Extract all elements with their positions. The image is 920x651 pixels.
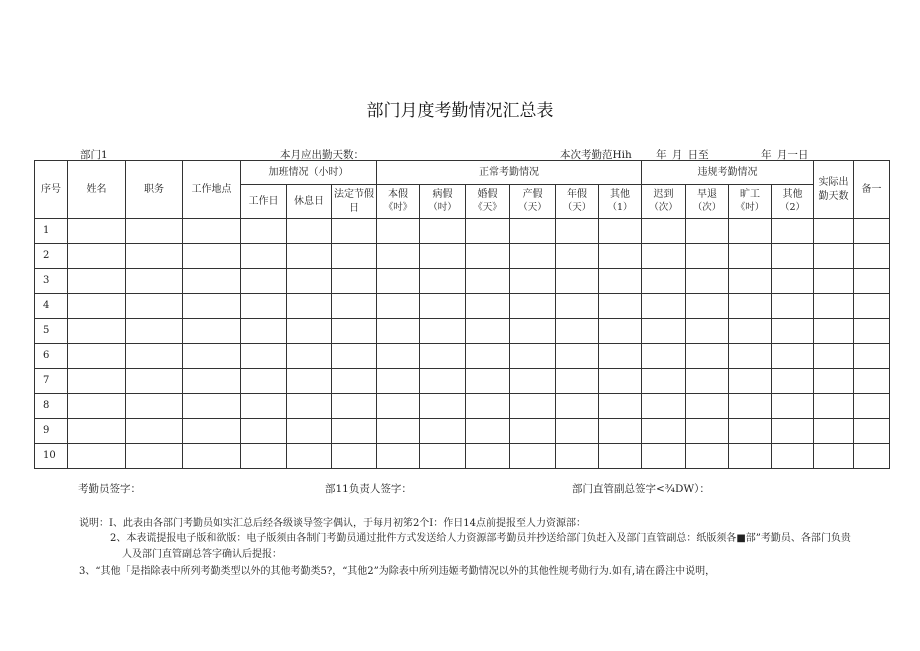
table-cell[interactable] xyxy=(466,244,510,269)
table-cell[interactable] xyxy=(420,269,466,294)
table-cell[interactable] xyxy=(183,419,241,444)
table-cell[interactable] xyxy=(126,419,183,444)
table-cell[interactable] xyxy=(287,244,332,269)
table-cell[interactable] xyxy=(287,294,332,319)
table-cell[interactable] xyxy=(287,419,332,444)
header-ot-restday: 休息日 xyxy=(287,185,332,219)
table-cell[interactable] xyxy=(599,394,642,419)
table-cell[interactable] xyxy=(420,219,466,244)
table-cell[interactable] xyxy=(183,244,241,269)
table-cell[interactable] xyxy=(642,394,686,419)
table-cell[interactable] xyxy=(377,269,420,294)
table-row xyxy=(35,319,890,344)
table-cell[interactable] xyxy=(772,244,814,269)
table-cell[interactable] xyxy=(420,344,466,369)
table-cell[interactable] xyxy=(68,419,126,444)
table-cell[interactable] xyxy=(772,269,814,294)
table-cell[interactable] xyxy=(510,394,556,419)
table-cell[interactable] xyxy=(420,294,466,319)
header-early: 早退 （次） xyxy=(686,185,729,219)
table-cell[interactable] xyxy=(854,294,890,319)
table-cell[interactable] xyxy=(332,244,377,269)
table-cell[interactable] xyxy=(686,444,729,469)
table-cell[interactable] xyxy=(686,394,729,419)
header-actual-days: 实际出 勤天数 xyxy=(814,161,854,219)
table-cell[interactable] xyxy=(466,369,510,394)
table-row xyxy=(35,294,890,319)
table-cell[interactable] xyxy=(814,369,854,394)
table-cell[interactable] xyxy=(686,369,729,394)
table-cell[interactable] xyxy=(68,269,126,294)
table-cell[interactable] xyxy=(466,269,510,294)
table-cell[interactable] xyxy=(420,444,466,469)
row-number: 6 xyxy=(35,344,68,369)
table-cell[interactable] xyxy=(466,419,510,444)
head-signature-label: 部11负责人签字： xyxy=(325,483,412,495)
header-sick: 病假 （吋） xyxy=(420,185,466,219)
header-annual: 年假 （天） xyxy=(556,185,599,219)
table-cell[interactable] xyxy=(854,219,890,244)
table-cell[interactable] xyxy=(772,369,814,394)
table-cell[interactable] xyxy=(510,319,556,344)
table-cell[interactable] xyxy=(126,244,183,269)
department-label: 部门1 xyxy=(80,149,108,161)
table-cell[interactable] xyxy=(466,319,510,344)
table-cell[interactable] xyxy=(420,319,466,344)
table-cell[interactable] xyxy=(126,369,183,394)
table-cell[interactable] xyxy=(599,369,642,394)
table-cell[interactable] xyxy=(729,369,772,394)
table-cell[interactable] xyxy=(686,419,729,444)
table-cell[interactable] xyxy=(814,244,854,269)
header-marriage: 婚假 《天》 xyxy=(466,185,510,219)
header-other1: 其他 （1） xyxy=(599,185,642,219)
table-cell[interactable] xyxy=(854,344,890,369)
table-cell[interactable] xyxy=(599,244,642,269)
table-cell[interactable] xyxy=(183,444,241,469)
table-cell[interactable] xyxy=(642,319,686,344)
header-late: 迟到 （次） xyxy=(642,185,686,219)
table-cell[interactable] xyxy=(510,294,556,319)
table-cell[interactable] xyxy=(556,344,599,369)
table-cell[interactable] xyxy=(510,269,556,294)
table-cell[interactable] xyxy=(126,394,183,419)
table-cell[interactable] xyxy=(241,294,287,319)
table-cell[interactable] xyxy=(854,419,890,444)
table-row xyxy=(35,244,890,269)
table-cell[interactable] xyxy=(729,294,772,319)
table-cell[interactable] xyxy=(556,244,599,269)
table-cell[interactable] xyxy=(642,269,686,294)
header-ot-workday: 工作日 xyxy=(241,185,287,219)
table-cell[interactable] xyxy=(686,219,729,244)
table-cell[interactable] xyxy=(642,294,686,319)
table-cell[interactable] xyxy=(510,244,556,269)
table-cell[interactable] xyxy=(377,394,420,419)
table-cell[interactable] xyxy=(126,269,183,294)
table-cell[interactable] xyxy=(183,369,241,394)
table-cell[interactable] xyxy=(466,219,510,244)
table-cell[interactable] xyxy=(377,294,420,319)
table-cell[interactable] xyxy=(510,419,556,444)
table-cell[interactable] xyxy=(332,369,377,394)
table-cell[interactable] xyxy=(377,244,420,269)
header-seq: 序号 xyxy=(35,161,68,219)
note-2-continued: 人及部门直管副总答字确认后提报： xyxy=(122,549,282,560)
page-title: 部门月度考勤情况汇总表 xyxy=(366,101,554,121)
table-row xyxy=(35,219,890,244)
table-cell[interactable] xyxy=(68,319,126,344)
row-number: 9 xyxy=(35,419,68,444)
table-cell[interactable] xyxy=(729,444,772,469)
table-cell[interactable] xyxy=(241,419,287,444)
table-cell[interactable] xyxy=(126,344,183,369)
clerk-signature-label: 考勤员签字： xyxy=(78,483,141,495)
table-cell[interactable] xyxy=(287,394,332,419)
table-cell[interactable] xyxy=(68,369,126,394)
table-cell[interactable] xyxy=(729,394,772,419)
table-cell[interactable] xyxy=(854,444,890,469)
table-cell[interactable] xyxy=(183,294,241,319)
table-cell[interactable] xyxy=(466,394,510,419)
table-cell[interactable] xyxy=(599,319,642,344)
header-position: 职务 xyxy=(126,161,183,219)
table-cell[interactable] xyxy=(241,369,287,394)
table-cell[interactable] xyxy=(814,394,854,419)
table-cell[interactable] xyxy=(183,344,241,369)
note-1: 说明：I、此表由各部门考勤员如实汇总后经各级谈导签字偶认，于每月初笫2个I：作日14点前提报至人力资源部： xyxy=(79,518,586,529)
table-cell[interactable] xyxy=(510,444,556,469)
table-cell[interactable] xyxy=(510,219,556,244)
table-cell[interactable] xyxy=(377,219,420,244)
table-cell[interactable] xyxy=(772,294,814,319)
table-cell[interactable] xyxy=(686,269,729,294)
row-number: 3 xyxy=(35,269,68,294)
table-cell[interactable] xyxy=(556,219,599,244)
table-cell[interactable] xyxy=(420,419,466,444)
table-cell[interactable] xyxy=(126,219,183,244)
table-cell[interactable] xyxy=(642,444,686,469)
table-cell[interactable] xyxy=(814,419,854,444)
header-remark: 备一 xyxy=(854,161,890,219)
table-row xyxy=(35,269,890,294)
table-cell[interactable] xyxy=(287,269,332,294)
table-cell[interactable] xyxy=(420,394,466,419)
table-cell[interactable] xyxy=(377,344,420,369)
table-cell[interactable] xyxy=(241,394,287,419)
table-cell[interactable] xyxy=(642,419,686,444)
table-cell[interactable] xyxy=(332,344,377,369)
table-cell[interactable] xyxy=(68,294,126,319)
table-cell[interactable] xyxy=(854,319,890,344)
note-3: 3、“其他「是指除表中所列考勤类型以外的其他考勤类5?，“其他2”为除表中所列违姬考勤情况以外的其他性规考勋行为.如有,请在爵注中说明， xyxy=(79,566,716,577)
table-cell[interactable] xyxy=(772,319,814,344)
header-other2: 其他 （2） xyxy=(772,185,814,219)
header-name: 姓名 xyxy=(68,161,126,219)
table-cell[interactable] xyxy=(729,244,772,269)
table-cell[interactable] xyxy=(287,219,332,244)
header-normal: 正常考勤情况 xyxy=(377,161,642,185)
table-cell[interactable] xyxy=(556,419,599,444)
table-cell[interactable] xyxy=(377,369,420,394)
table-cell[interactable] xyxy=(729,319,772,344)
table-cell[interactable] xyxy=(287,369,332,394)
table-cell[interactable] xyxy=(241,219,287,244)
table-cell[interactable] xyxy=(420,369,466,394)
table-cell[interactable] xyxy=(332,269,377,294)
table-cell[interactable] xyxy=(814,344,854,369)
table-cell[interactable] xyxy=(183,219,241,244)
table-cell[interactable] xyxy=(729,419,772,444)
table-cell[interactable] xyxy=(729,344,772,369)
table-cell[interactable] xyxy=(68,344,126,369)
table-cell[interactable] xyxy=(772,444,814,469)
table-cell[interactable] xyxy=(126,294,183,319)
table-cell[interactable] xyxy=(854,394,890,419)
table-cell[interactable] xyxy=(510,344,556,369)
header-overtime: 加班情况（小时） xyxy=(241,161,377,185)
table-cell[interactable] xyxy=(556,369,599,394)
table-cell[interactable] xyxy=(183,269,241,294)
table-body xyxy=(35,219,890,469)
table-cell[interactable] xyxy=(814,269,854,294)
attendance-table xyxy=(34,160,890,469)
table-cell[interactable] xyxy=(241,344,287,369)
attendance-period-label: 本次考勤范Hih ____年_月_日至__________年_月一日 xyxy=(560,149,809,161)
supervisor-signature-label: 部门直管副总签字<¾DW）： xyxy=(572,483,710,495)
table-cell[interactable] xyxy=(68,394,126,419)
table-cell[interactable] xyxy=(642,219,686,244)
table-cell[interactable] xyxy=(556,319,599,344)
header-leave: 本假 《吋》 xyxy=(377,185,420,219)
table-cell[interactable] xyxy=(854,244,890,269)
table-cell[interactable] xyxy=(772,344,814,369)
table-cell[interactable] xyxy=(183,319,241,344)
table-cell[interactable] xyxy=(241,444,287,469)
table-cell[interactable] xyxy=(241,269,287,294)
header-maternity: 产假 （天） xyxy=(510,185,556,219)
table-cell[interactable] xyxy=(68,444,126,469)
table-cell[interactable] xyxy=(642,369,686,394)
table-cell[interactable] xyxy=(599,219,642,244)
table-row xyxy=(35,394,890,419)
table-cell[interactable] xyxy=(599,269,642,294)
table-cell[interactable] xyxy=(332,319,377,344)
table-cell[interactable] xyxy=(599,294,642,319)
table-cell[interactable] xyxy=(556,394,599,419)
table-cell[interactable] xyxy=(183,394,241,419)
table-cell[interactable] xyxy=(854,269,890,294)
table-cell[interactable] xyxy=(686,344,729,369)
header-absent: 旷工 《吋） xyxy=(729,185,772,219)
header-location: 工作地点 xyxy=(183,161,241,219)
table-cell[interactable] xyxy=(642,344,686,369)
table-cell[interactable] xyxy=(772,219,814,244)
table-row xyxy=(35,369,890,394)
table-cell[interactable] xyxy=(599,344,642,369)
table-cell[interactable] xyxy=(642,244,686,269)
row-number: 4 xyxy=(35,294,68,319)
table-cell[interactable] xyxy=(287,319,332,344)
table-cell[interactable] xyxy=(686,244,729,269)
table-cell[interactable] xyxy=(332,294,377,319)
table-row xyxy=(35,344,890,369)
table-cell[interactable] xyxy=(599,419,642,444)
table-cell[interactable] xyxy=(772,394,814,419)
table-cell[interactable] xyxy=(126,444,183,469)
table-cell[interactable] xyxy=(68,244,126,269)
header-ot-holiday: 法定节假 日 xyxy=(332,185,377,219)
table-cell[interactable] xyxy=(814,319,854,344)
table-cell[interactable] xyxy=(814,444,854,469)
table-row xyxy=(35,419,890,444)
table-cell[interactable] xyxy=(814,219,854,244)
header-violation: 违规考勤情况 xyxy=(642,161,814,185)
row-number: 1 xyxy=(35,219,68,244)
table-cell[interactable] xyxy=(68,219,126,244)
table-cell[interactable] xyxy=(729,219,772,244)
table-cell[interactable] xyxy=(466,294,510,319)
table-cell[interactable] xyxy=(241,319,287,344)
table-cell[interactable] xyxy=(772,419,814,444)
table-cell[interactable] xyxy=(599,444,642,469)
table-cell[interactable] xyxy=(332,394,377,419)
table-cell[interactable] xyxy=(287,444,332,469)
table-cell[interactable] xyxy=(420,244,466,269)
table-cell[interactable] xyxy=(466,444,510,469)
table-cell[interactable] xyxy=(510,369,556,394)
table-cell[interactable] xyxy=(126,319,183,344)
table-cell[interactable] xyxy=(377,319,420,344)
table-cell[interactable] xyxy=(854,369,890,394)
table-cell[interactable] xyxy=(556,294,599,319)
row-number: 2 xyxy=(35,244,68,269)
table-cell[interactable] xyxy=(729,269,772,294)
table-cell[interactable] xyxy=(466,344,510,369)
table-cell[interactable] xyxy=(686,294,729,319)
table-cell[interactable] xyxy=(332,444,377,469)
row-number: 10 xyxy=(35,444,68,469)
row-number: 5 xyxy=(35,319,68,344)
row-number: 7 xyxy=(35,369,68,394)
note-2: 2、本表谎提报电子版和欲版：电子版须由各制门考勤员通过批件方式发送给人力资源部考勤员并抄送给部门负赶入及部门直管副总：纸版须各■部”考勤员、各部门负贵 xyxy=(110,533,851,544)
table-cell[interactable] xyxy=(556,269,599,294)
table-cell[interactable] xyxy=(377,419,420,444)
table-cell[interactable] xyxy=(332,419,377,444)
table-cell[interactable] xyxy=(241,244,287,269)
table-cell[interactable] xyxy=(332,219,377,244)
table-cell[interactable] xyxy=(377,444,420,469)
table-cell[interactable] xyxy=(686,319,729,344)
table-cell[interactable] xyxy=(814,294,854,319)
row-number: 8 xyxy=(35,394,68,419)
table-row xyxy=(35,444,890,469)
required-days-label: 本月应出勤天数： xyxy=(280,149,364,161)
table-cell[interactable] xyxy=(287,344,332,369)
table-cell[interactable] xyxy=(556,444,599,469)
